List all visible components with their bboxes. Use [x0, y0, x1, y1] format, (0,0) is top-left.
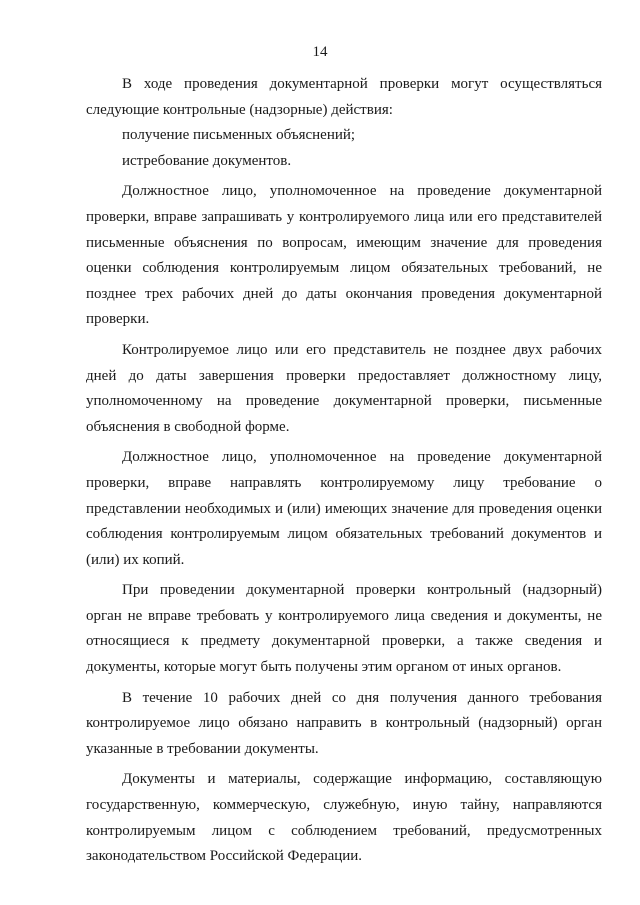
document-body	[86, 72, 602, 870]
paragraph-secrets: Документы и материалы, содержащие информацию, составляющую государственную, коммерческую, служебную, иную тайну, направляются контролируемым лицом с соблюдением требований, предусмотренных законодательством Российской Федерации.	[86, 771, 602, 865]
paragraph-controlled-person: Контролируемое лицо или его представитель не позднее двух рабочих дней до даты завершения проверки предоставляет должностному лицу, уполномоченному на проведение документарной проверки, письменные объяснения в свободной форме.	[86, 341, 602, 435]
paragraph-intro: В ходе проведения документарной проверки могут осуществляться следующие контрольные (надзорные) действия:	[86, 76, 602, 118]
paragraph-official-request: Должностное лицо, уполномоченное на проведение документарной проверки, вправе запрашивать у контролируемого лица или его представителей письменные объяснения по вопросам, имеющим значение для проведения оценки соблюдения контролируемым лицом обязательных требований, не позднее трех рабочих дней до даты окончания проведения документарной проверки.	[86, 183, 602, 328]
list-item-documents: истребование документов.	[122, 152, 292, 169]
list-item-explanations: получение письменных объяснений;	[122, 127, 356, 144]
paragraph-deadline: В течение 10 рабочих дней со дня получения данного требования контролируемое лицо обязано направить в контрольный (надзорный) орган указанные в требовании документы.	[86, 689, 602, 757]
paragraph-document-demand: Должностное лицо, уполномоченное на проведение документарной проверки, вправе направлять контролируемому лицу требование о представлении необходимых и (или) имеющих значение для проведения оценки соблюдения контролируемым лицом обязательных требований документов и (или) их копий.	[86, 449, 602, 568]
page-number: 14	[312, 44, 328, 60]
paragraph-restrictions: При проведении документарной проверки контрольный (надзорный) орган не вправе требовать у контролируемого лица сведения и документы, не относящиеся к предмету документарной проверки, а также сведения и документы, которые могут быть получены этим органом от иных органов.	[86, 582, 602, 676]
